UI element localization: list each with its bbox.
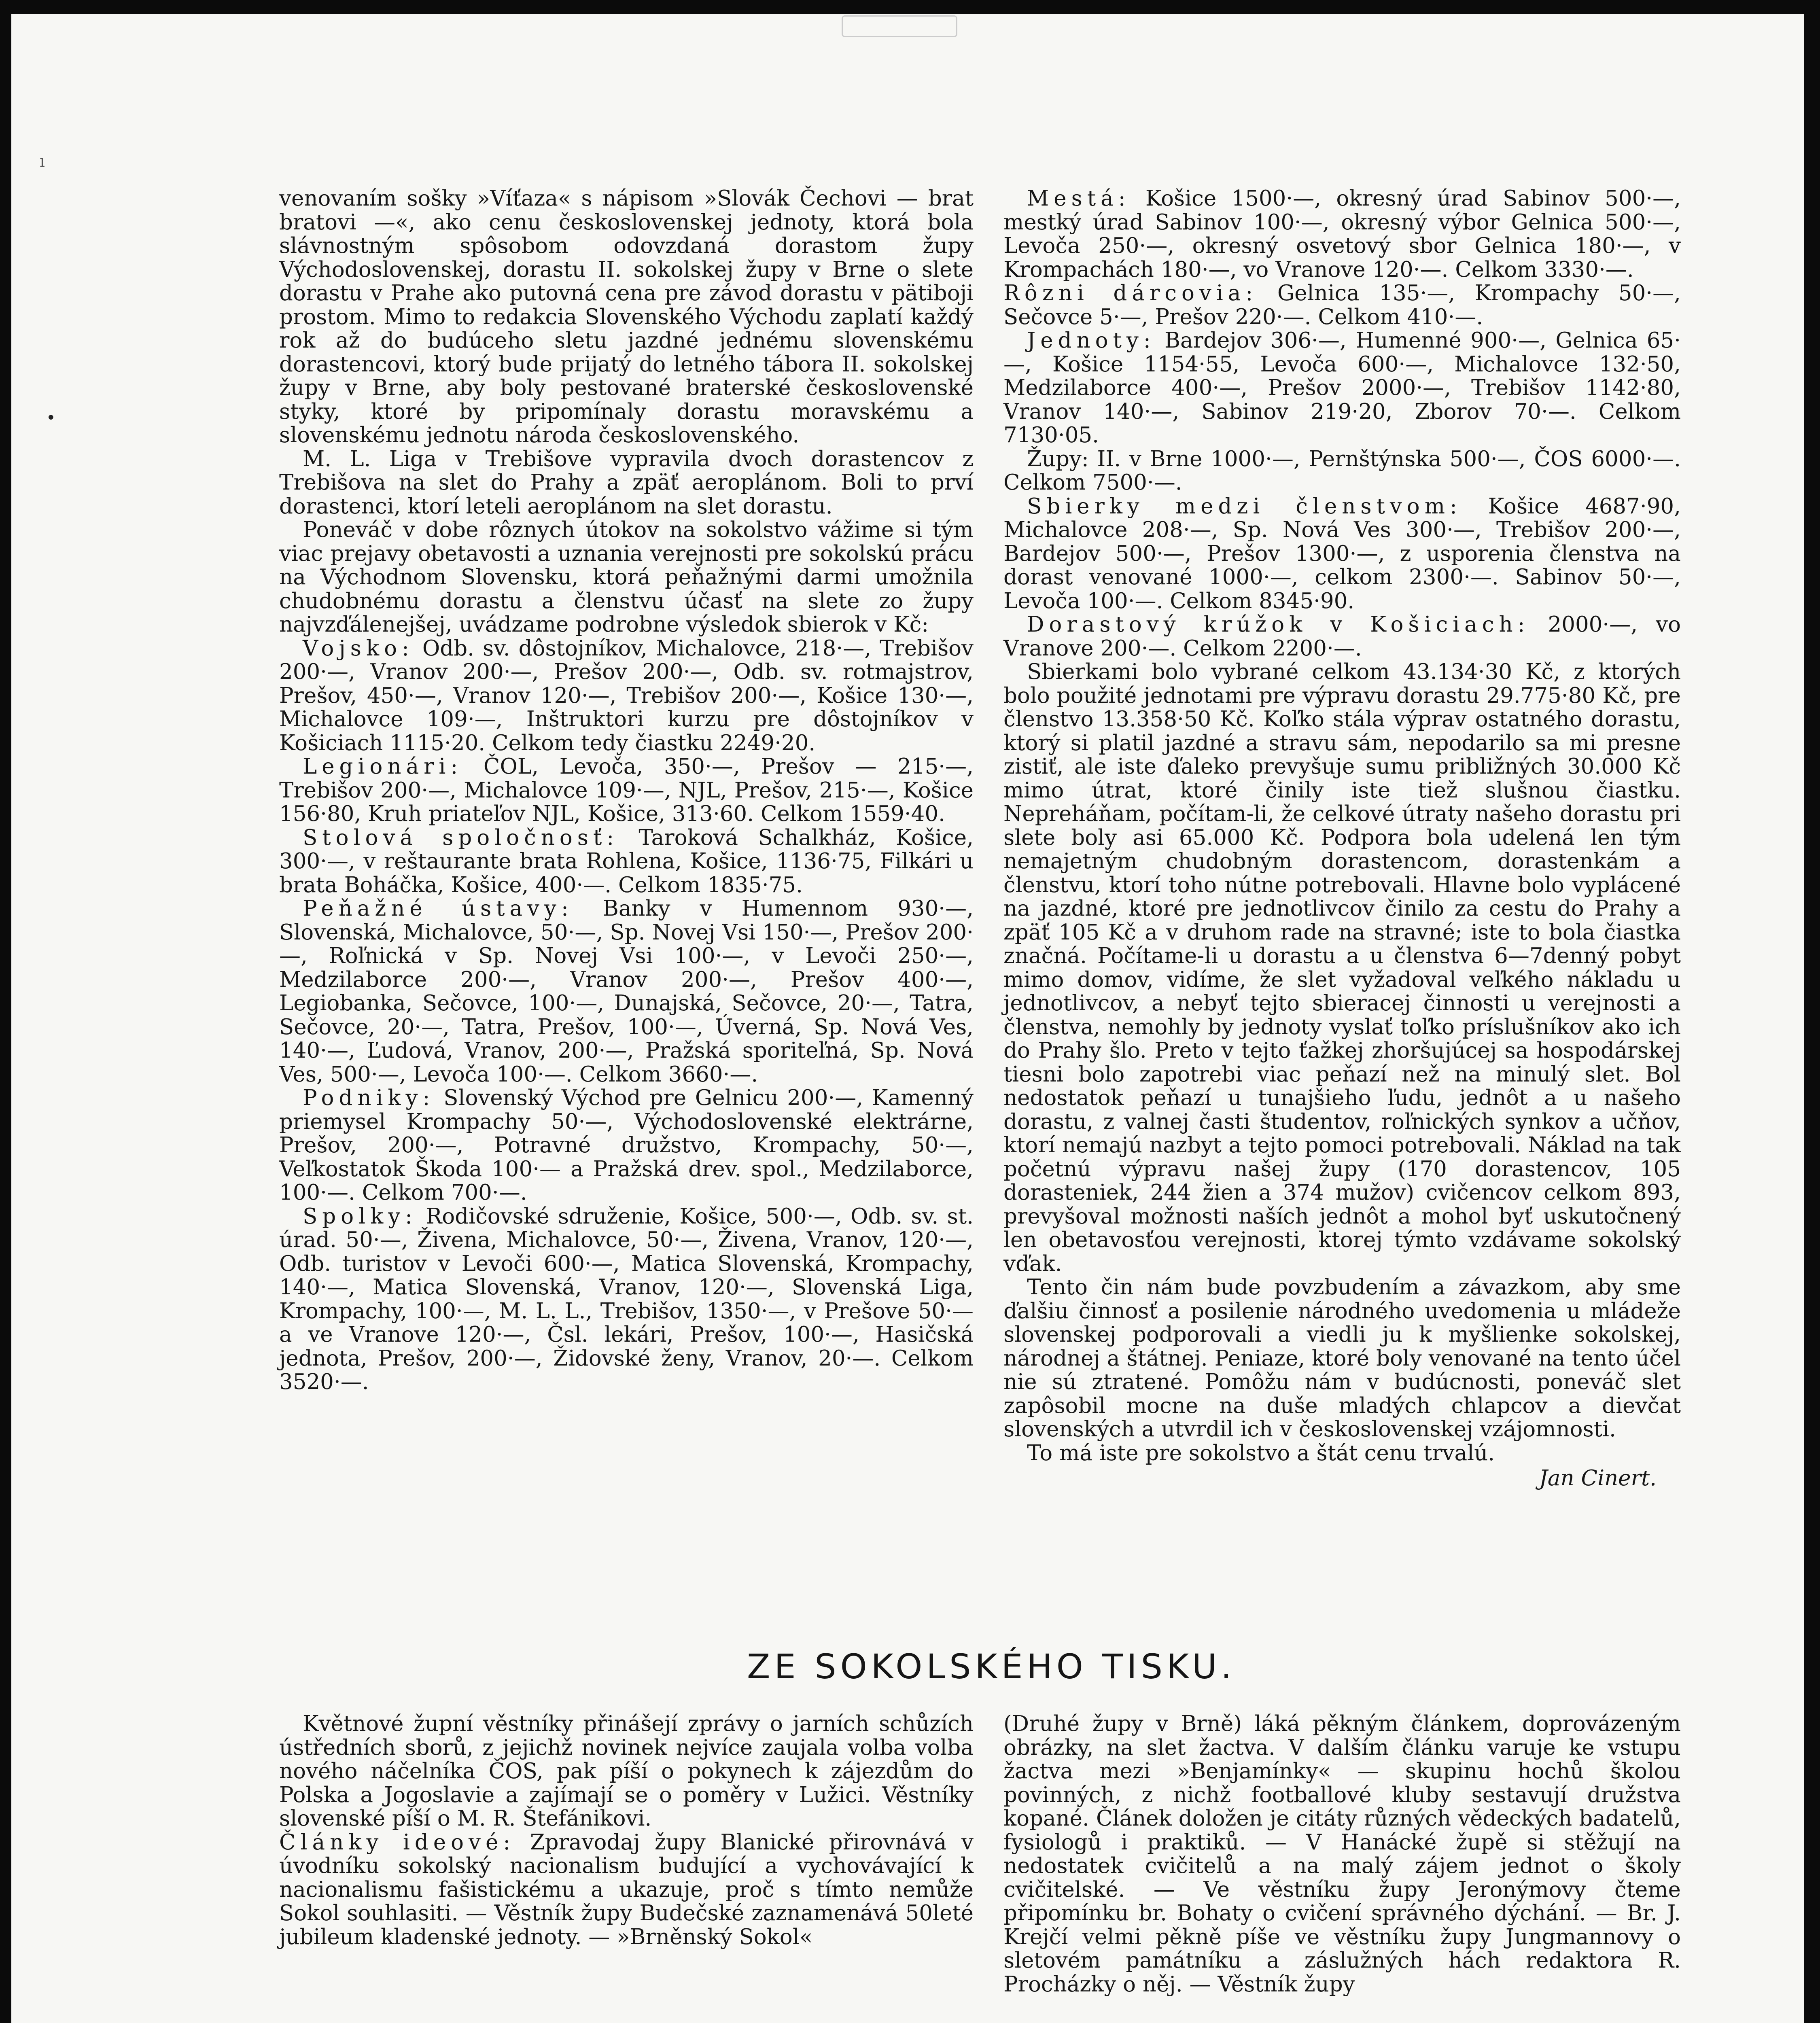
paragraph [279, 1086, 974, 1205]
press-review-right-column [1003, 1712, 1681, 1996]
paragraph [1003, 1442, 1681, 1465]
spaced-lead-in: Jednoty: [1027, 328, 1156, 353]
paragraph [279, 637, 974, 755]
paragraph-text: venovaním sošky »Víťaza« s nápisom »Slovák Čechovi — brat bratovi —«, ako cenu československej jednoty, ktorá bola slávnostným spôsobom odovzdaná dorastom župy Východoslovenskej, dorastu II. sokolskej župy v Brne o slete dorastu v Prahe ako putovná cena pre závod dorastu v pätiboji prostom. Mimo to redakcia Slovenského Východu zaplatí každý rok až do budúceho sletu jazdné jednému slovenskému dorastencovi, ktorý bude prijatý do letného tábora II. sokolskej župy v Brne, aby boly pestované braterské československé styky, ktoré by pripomínaly dorastu moravskému a slovenskému jednotu národa československého. [279, 186, 974, 447]
paragraph [279, 518, 974, 637]
paragraph-text: M. L. Liga v Trebišove vypravila dvoch dorastencov z Trebišova na slet do Prahy a zpäť aeroplánom. Boli to prví dorastenci, ktorí leteli aeroplánom na slet dorastu. [279, 446, 974, 519]
spaced-lead-in: Stolová spoločnosť: [303, 825, 619, 850]
paragraph-text: 2000·—, vo Vranove 200·—. Celkom 2200·—. [1003, 612, 1681, 661]
press-review-left-column [279, 1712, 974, 1949]
spaced-lead-in: Dorastový krúžok v Košiciach: [1027, 612, 1530, 637]
paragraph-text: Bardejov 306·—, Humenné 900·—, Gelnica 65·—, Košice 1154·55, Levoča 600·—, Michalovce 132·50, Medzilaborce 400·—, Prešov 2000·—, Trebišov 1142·80, Vranov 140·—, Sabinov 219·20, Zborov 70·—. Celkom 7130·05. [1003, 328, 1681, 447]
paragraph-text: Rodičovské sdruženie, Košice, 500·—, Odb. sv. st. úrad. 50·—, Živena, Michalovce, 50·—, Živena, Vranov, 120·—, Odb. turistov v Levoči 600·—, Matica Slovenská, Krompachy, 140·—, Matica Slovenská, Vranov, 120·—, Slovenská Liga, Krompachy, 100·—, M. L. L., Trebišov, 1350·—, v Prešove 50·— a ve Vranove 120·—, Čsl. lekári, Prešov, 100·—, Hasičská jednota, Prešov, 200·—, Židovské ženy, Vranov, 20·—. Celkom 3520·—. [279, 1204, 974, 1394]
paragraph-text: Košice 4687·90, Michalovce 208·—, Sp. Nová Ves 300·—, Trebišov 200·—, Bardejov 500·—, Prešov 1300·—, z usporenia členstva na dorast venované 1000·—, celkom 2300·—. Sabinov 50·—, Levoča 100·—. Celkom 8345·90. [1003, 494, 1681, 613]
paragraph [1003, 282, 1681, 329]
margin-mark: ı [40, 152, 45, 171]
paragraph-text: Župy: II. v Brne 1000·—, Pernštýnska 500·—, ČOS 6000·—. Celkom 7500·—. [1003, 446, 1681, 495]
paragraph [279, 187, 974, 447]
paragraph [279, 1831, 974, 1949]
spaced-lead-in: Podniky: [303, 1086, 435, 1110]
article-left-column [279, 187, 974, 1394]
paragraph [279, 447, 974, 519]
paragraph [1003, 187, 1681, 282]
paragraph [1003, 1712, 1681, 1996]
spaced-lead-in: Peňažné ústavy: [303, 896, 573, 921]
paragraph-text: Sbierkami bolo vybrané celkom 43.134·30 Kč, z ktorých bolo použité jednotami pre výpravu dorastu 29.775·80 Kč, pre členstvo 13.358·50 Kč. Koľko stála výprav ostatného dorastu, ktorý si platil jazdné a stravu sám, nepodarilo sa mi presne zistiť, ale iste ďaleko prevyšuje sumu približných 30.000 Kč mimo útrat, ktoré činily iste tiež slušnou čiastku. Nepreháňam, počítam-li, že celkové útraty našeho dorastu pri slete boly asi 65.000 Kč. Podpora bola udelená len tým nemajetným chudobným dorastencom, dorastenkám a členstvu, ktorí toho nútne potrebovali. Hlavne bolo vyplácené na jazdné, ktoré pre jednotlivcov činilo za cestu do Prahy a zpäť 105 Kč a v druhom rade na stravné; iste to bola čiastka značná. Počítame-li u dorastu a u členstva 6—7denný pobyt mimo domov, vidíme, že slet vyžadoval veľkého nákladu u jednotlivcov, a nebyť tejto sbieracej činnosti u verejnosti a členstva, nemohly by jednoty vyslať toľko príslušníkov ako ich do Prahy šlo. Preto v tejto ťažkej zhoršujúcej sa hospodárskej tiesni bolo zapotrebi viac peňazí než na minulý slet. Bol nedostatok peňazí u tunajšieho ľudu, jednôt a u našeho dorastu, z valnej časti študentov, roľnických synkov a učňov, ktorí nemajú nazbyt a tejto pomoci potrebovali. Náklad na tak početnú výpravu našej župy (170 dorastencov, 105 dorasteniek, 244 žien a 374 mužov) cvičencov celkom 893, prevyšoval možnosti naších jednôt a mohol byť uskutočnený len obetavosťou verejnosti, ktorej týmto vzdávame sokolský vďak. [1003, 659, 1681, 1276]
spaced-lead-in: Legionári: [303, 754, 463, 779]
spaced-lead-in: Rôzni dárcovia: [1003, 281, 1258, 305]
spaced-lead-in: Sbierky medzi členstvom: [1027, 494, 1462, 519]
paragraph-text: Košice 1500·—, okresný úrad Sabinov 500·—, mestký úrad Sabinov 100·—, okresný výbor Gelnica 500·—, Levoča 250·—, okresný osvetový sbor Gelnica 180·—, v Krompachách 180·—, vo Vranove 120·—. Celkom 3330·—. [1003, 186, 1681, 282]
spaced-lead-in: Články ideové: [279, 1830, 515, 1855]
spaced-lead-in: Vojsko: [303, 636, 414, 661]
paragraph [1003, 495, 1681, 613]
paragraph [1003, 613, 1681, 660]
paragraph-text: Odb. sv. dôstojníkov, Michalovce, 218·—, Trebišov 200·—, Vranov 200·—, Prešov 200·—, Odb. sv. rotmajstrov, Prešov, 450·—, Vranov 120·—, Trebišov 200·—, Košice 130·—, Michalovce 109·—, Inštruktori kurzu pre dôstojníkov v Košiciach 1115·20. Celkom tedy čiastku 2249·20. [279, 636, 974, 755]
paragraph-text: Zpravodaj župy Blanické přirovnává v úvodníku sokolský nacionalism budující a vychovávající k nacionalismu fašistickému a ukazuje, proč s tímto nemůže Sokol souhlasiti. — Věstník župy Budečské zaznamenává 50leté jubileum kladenské jednoty. — »Brněnský Sokol« [279, 1830, 974, 1949]
paragraph-text: (Druhé župy v Brně) láká pěkným článkem, doprovázeným obrázky, na slet žactva. V dalším článku varuje ke vstupu žactva mezi »Benjamínky« — skupinu hochů školou povinných, z nichž footballové kluby sestavují družstva kopané. Článek doložen je citáty různých vědeckých badatelů, fysiologů i praktiků. — V Hanácké župě si stěžují na nedostatek cvičitelů a na malý zájem jednot o školy cvičitelské. — Ve věstníku župy Jeronýmovy čteme připomínku br. Bohaty o cvičení správného dýchání. — Br. J. Krejčí velmi pěkně píše ve věstníku župy Jungmannovy o sletovém památníku a záslužných hách redaktora R. Procházky o něj. — Věstník župy [1003, 1711, 1681, 1997]
top-edge-mark [842, 15, 957, 37]
paragraph [279, 897, 974, 1086]
margin-dot: • [46, 409, 56, 427]
spaced-lead-in: Mestá: [1027, 186, 1131, 211]
article-right-column [1003, 187, 1681, 1491]
paragraph [1003, 329, 1681, 447]
paragraph [1003, 447, 1681, 495]
paragraph [279, 755, 974, 826]
paragraph-text: Banky v Humennom 930·—, Slovenská, Michalovce, 50·—, Sp. Novej Vsi 150·—, Prešov 200·—, Roľnická v Sp. Novej Vsi 100·—, v Levoči 250·—, Medzilaborce 200·—, Vranov 200·—, Prešov 400·—, Legiobanka, Sečovce, 100·—, Dunajská, Sečovce, 20·—, Tatra, Sečovce, 20·—, Tatra, Prešov, 100·—, Úverná, Sp. Nová Ves, 140·—, Ľudová, Vranov, 200·—, Pražská sporiteľná, Sp. Nová Ves, 500·—, Levoča 100·—. Celkom 3660·—. [279, 896, 974, 1087]
author-signature: Jan Cinert. [1539, 1466, 1657, 1491]
paragraph-text: To má iste pre sokolstvo a štát cenu trvalú. [1027, 1440, 1495, 1465]
paragraph-text: Gelnica 135·—, Krompachy 50·—, Sečovce 5·—, Prešov 220·—. Celkom 410·—. [1003, 281, 1681, 329]
paragraph [1003, 1276, 1681, 1442]
paragraph-text: ČOL, Levoča, 350·—, Prešov — 215·—, Trebišov 200·—, Michalovce 109·—, NJL, Prešov, 215·—, Košice 156·80, Kruh priateľov NJL, Košice, 313·60. Celkom 1559·40. [279, 754, 974, 826]
paragraph [279, 826, 974, 897]
section-heading: ZE SOKOLSKÉHO TISKU. [747, 1647, 1236, 1686]
paragraph-text: Slovenský Východ pre Gelnicu 200·—, Kamenný priemysel Krompachy 50·—, Východoslovenské elektrárne, Prešov, 200·—, Potravné družstvo, Krompachy, 50·—, Veľkostatok Škoda 100·— a Pražská drev. spol., Medzilaborce, 100·—. Celkom 700·—. [279, 1086, 974, 1205]
paragraph-text: Květnové župní věstníky přinášejí zprávy o jarních schůzích ústředních sborů, z jejichž novinek nejvíce zaujala volba volba nového náčelníka ČOS, pak píší o pokynech k zájezdům do Polska a Jogoslavie a zajímají se o poměry v Lužici. Věstníky slovenské píší o M. R. Štefánikovi. [279, 1711, 974, 1831]
paragraph-text: Poneváč v dobe rôznych útokov na sokolstvo vážime si tým viac prejavy obetavosti a uznania verejnosti pre sokolskú prácu na Východnom Slovensku, ktorá peňažnými darmi umožnila chudobnému dorastu a členstvu účasť na slete zo župy najvzďálenejšej, uvádzame podrobne výsledok sbierok v Kč: [279, 517, 974, 637]
paragraph-text: Taroková Schalkház, Košice, 300·—, v reštaurante brata Rohlena, Košice, 1136·75, Filkári u brata Boháčka, Košice, 400·—. Celkom 1835·75. [279, 825, 974, 897]
paragraph-text: Tento čin nám bude povzbudením a závazkom, aby sme ďalšiu činnosť a posilenie národného uvedomenia u mládeže slovenskej podporovali a viedli ju k myšlienke sokolskej, národnej a štátnej. Peniaze, ktoré boly venované na tento účel nie sú ztratené. Pomôžu nám v budúcnosti, poneváč slet zapôsobil mocne na duše mladých chlapcov a dievčat slovenských a utvrdil ich v československej vzájomnosti. [1003, 1275, 1681, 1442]
paragraph [279, 1205, 974, 1394]
paragraph [279, 1712, 974, 1831]
spaced-lead-in: Spolky: [303, 1204, 418, 1229]
paragraph [1003, 660, 1681, 1276]
